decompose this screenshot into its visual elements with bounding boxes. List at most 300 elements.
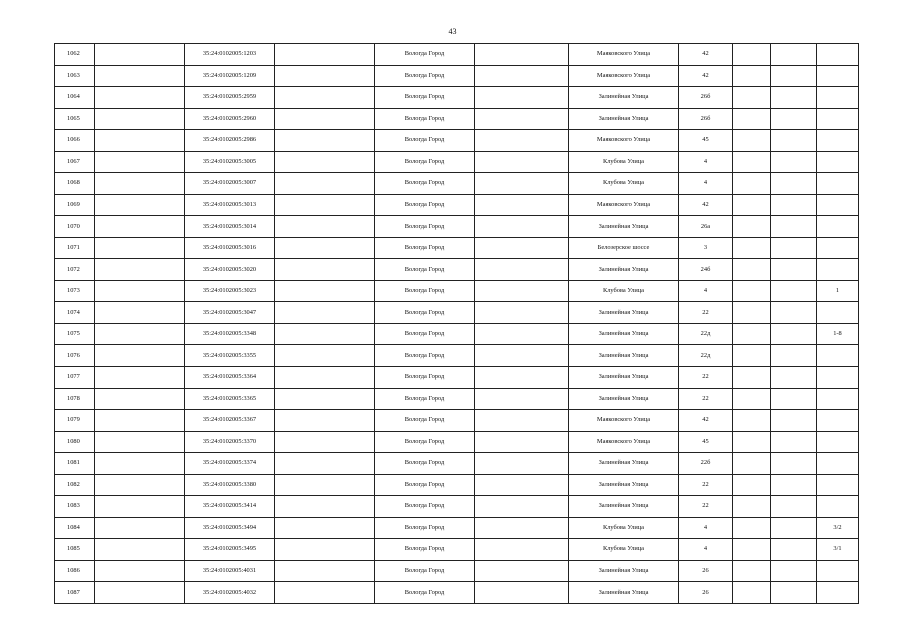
empty-cell <box>733 560 771 582</box>
page-number: 43 <box>448 27 457 36</box>
empty-cell <box>771 237 817 259</box>
house-number-cell: 3 <box>679 237 733 259</box>
empty-cell <box>475 323 569 345</box>
city-cell: Вологда Город <box>375 582 475 604</box>
empty-cell <box>475 496 569 518</box>
table-row <box>55 410 859 432</box>
empty-cell <box>733 582 771 604</box>
row-number-cell: 1070 <box>55 216 95 238</box>
empty-cell <box>733 280 771 302</box>
house-number-cell: 22 <box>679 496 733 518</box>
empty-cell <box>475 280 569 302</box>
street-cell: Маяковского Улица <box>569 44 679 66</box>
house-number-cell: 4 <box>679 151 733 173</box>
city-cell: Вологда Город <box>375 216 475 238</box>
apartment-cell <box>817 388 859 410</box>
apartment-cell <box>817 431 859 453</box>
empty-cell <box>275 280 375 302</box>
empty-cell <box>95 582 185 604</box>
house-number-cell: 26б <box>679 87 733 109</box>
row-number-cell: 1073 <box>55 280 95 302</box>
empty-cell <box>733 44 771 66</box>
row-number-cell: 1083 <box>55 496 95 518</box>
empty-cell <box>475 151 569 173</box>
empty-cell <box>275 216 375 238</box>
empty-cell <box>771 173 817 195</box>
row-number-cell: 1065 <box>55 108 95 130</box>
empty-cell <box>733 410 771 432</box>
apartment-cell <box>817 44 859 66</box>
cadastral-number-cell: 35:24:0102005:2959 <box>185 87 275 109</box>
city-cell: Вологда Город <box>375 65 475 87</box>
table-row <box>55 65 859 87</box>
cadastral-number-cell: 35:24:0102005:3014 <box>185 216 275 238</box>
street-cell: Залинейная Улица <box>569 108 679 130</box>
house-number-cell: 4 <box>679 173 733 195</box>
row-number-cell: 1077 <box>55 366 95 388</box>
empty-cell <box>475 453 569 475</box>
table-row <box>55 237 859 259</box>
house-number-cell: 4 <box>679 280 733 302</box>
house-number-cell: 4 <box>679 539 733 561</box>
empty-cell <box>733 517 771 539</box>
empty-cell <box>275 173 375 195</box>
empty-cell <box>95 87 185 109</box>
empty-cell <box>475 87 569 109</box>
empty-cell <box>275 151 375 173</box>
apartment-cell <box>817 302 859 324</box>
empty-cell <box>771 453 817 475</box>
table-row <box>55 582 859 604</box>
empty-cell <box>733 151 771 173</box>
empty-cell <box>275 410 375 432</box>
empty-cell <box>275 388 375 410</box>
empty-cell <box>733 108 771 130</box>
street-cell: Клубова Улица <box>569 173 679 195</box>
city-cell: Вологда Город <box>375 560 475 582</box>
row-number-cell: 1080 <box>55 431 95 453</box>
row-number-cell: 1082 <box>55 474 95 496</box>
row-number-cell: 1068 <box>55 173 95 195</box>
cadastral-number-cell: 35:24:0102005:3023 <box>185 280 275 302</box>
apartment-cell: 1 <box>817 280 859 302</box>
city-cell: Вологда Город <box>375 496 475 518</box>
street-cell: Клубова Улица <box>569 280 679 302</box>
empty-cell <box>733 388 771 410</box>
street-cell: Белозерское шоссе <box>569 237 679 259</box>
empty-cell <box>95 474 185 496</box>
street-cell: Маяковского Улица <box>569 431 679 453</box>
row-number-cell: 1076 <box>55 345 95 367</box>
empty-cell <box>475 474 569 496</box>
empty-cell <box>95 173 185 195</box>
street-cell: Залинейная Улица <box>569 323 679 345</box>
table-row <box>55 151 859 173</box>
cadastral-number-cell: 35:24:0102005:3365 <box>185 388 275 410</box>
row-number-cell: 1086 <box>55 560 95 582</box>
empty-cell <box>771 151 817 173</box>
city-cell: Вологда Город <box>375 517 475 539</box>
cadastral-number-cell: 35:24:0102005:3370 <box>185 431 275 453</box>
empty-cell <box>275 345 375 367</box>
empty-cell <box>95 108 185 130</box>
city-cell: Вологда Город <box>375 237 475 259</box>
apartment-cell <box>817 474 859 496</box>
empty-cell <box>771 582 817 604</box>
row-number-cell: 1067 <box>55 151 95 173</box>
house-number-cell: 22д <box>679 345 733 367</box>
row-number-cell: 1087 <box>55 582 95 604</box>
city-cell: Вологда Город <box>375 323 475 345</box>
empty-cell <box>733 259 771 281</box>
cadastral-number-cell: 35:24:0102005:3380 <box>185 474 275 496</box>
city-cell: Вологда Город <box>375 130 475 152</box>
apartment-cell: 3/2 <box>817 517 859 539</box>
street-cell: Залинейная Улица <box>569 302 679 324</box>
empty-cell <box>475 108 569 130</box>
empty-cell <box>475 431 569 453</box>
street-cell: Клубова Улица <box>569 517 679 539</box>
city-cell: Вологда Город <box>375 194 475 216</box>
empty-cell <box>95 44 185 66</box>
empty-cell <box>275 259 375 281</box>
empty-cell <box>275 87 375 109</box>
empty-cell <box>475 302 569 324</box>
empty-cell <box>733 345 771 367</box>
empty-cell <box>475 388 569 410</box>
empty-cell <box>475 130 569 152</box>
empty-cell <box>95 151 185 173</box>
row-number-cell: 1071 <box>55 237 95 259</box>
street-cell: Клубова Улица <box>569 539 679 561</box>
empty-cell <box>733 539 771 561</box>
apartment-cell <box>817 130 859 152</box>
row-number-cell: 1085 <box>55 539 95 561</box>
cadastral-number-cell: 35:24:0102005:3494 <box>185 517 275 539</box>
city-cell: Вологда Город <box>375 108 475 130</box>
empty-cell <box>733 65 771 87</box>
empty-cell <box>95 431 185 453</box>
street-cell: Залинейная Улица <box>569 259 679 281</box>
house-number-cell: 22 <box>679 474 733 496</box>
row-number-cell: 1079 <box>55 410 95 432</box>
street-cell: Клубова Улица <box>569 151 679 173</box>
row-number-cell: 1074 <box>55 302 95 324</box>
empty-cell <box>95 366 185 388</box>
table-row <box>55 173 859 195</box>
street-cell: Залинейная Улица <box>569 388 679 410</box>
table-row <box>55 194 859 216</box>
empty-cell <box>275 108 375 130</box>
empty-cell <box>771 87 817 109</box>
apartment-cell <box>817 87 859 109</box>
table-row <box>55 87 859 109</box>
apartment-cell <box>817 151 859 173</box>
empty-cell <box>95 280 185 302</box>
house-number-cell: 24б <box>679 259 733 281</box>
row-number-cell: 1081 <box>55 453 95 475</box>
row-number-cell: 1066 <box>55 130 95 152</box>
empty-cell <box>95 237 185 259</box>
table-row <box>55 539 859 561</box>
house-number-cell: 26а <box>679 216 733 238</box>
cadastral-number-cell: 35:24:0102005:2986 <box>185 130 275 152</box>
row-number-cell: 1072 <box>55 259 95 281</box>
apartment-cell <box>817 194 859 216</box>
empty-cell <box>275 194 375 216</box>
table-row <box>55 388 859 410</box>
empty-cell <box>771 388 817 410</box>
empty-cell <box>475 194 569 216</box>
house-number-cell: 26 <box>679 582 733 604</box>
house-number-cell: 22д <box>679 323 733 345</box>
table-row <box>55 302 859 324</box>
table-row <box>55 345 859 367</box>
empty-cell <box>771 259 817 281</box>
cadastral-number-cell: 35:24:0102005:3364 <box>185 366 275 388</box>
house-number-cell: 45 <box>679 431 733 453</box>
empty-cell <box>771 366 817 388</box>
cadastral-number-cell: 35:24:0102005:3355 <box>185 345 275 367</box>
empty-cell <box>95 323 185 345</box>
apartment-cell <box>817 216 859 238</box>
empty-cell <box>771 560 817 582</box>
empty-cell <box>771 517 817 539</box>
cadastral-number-cell: 35:24:0102005:4031 <box>185 560 275 582</box>
empty-cell <box>733 431 771 453</box>
house-number-cell: 42 <box>679 194 733 216</box>
table-row <box>55 474 859 496</box>
city-cell: Вологда Город <box>375 474 475 496</box>
empty-cell <box>275 366 375 388</box>
empty-cell <box>733 453 771 475</box>
table-row <box>55 431 859 453</box>
street-cell: Залинейная Улица <box>569 345 679 367</box>
empty-cell <box>771 108 817 130</box>
apartment-cell <box>817 259 859 281</box>
empty-cell <box>95 388 185 410</box>
apartment-cell <box>817 496 859 518</box>
apartment-cell <box>817 560 859 582</box>
empty-cell <box>771 496 817 518</box>
empty-cell <box>733 496 771 518</box>
empty-cell <box>733 323 771 345</box>
empty-cell <box>275 474 375 496</box>
empty-cell <box>733 474 771 496</box>
table-row <box>55 108 859 130</box>
empty-cell <box>475 410 569 432</box>
empty-cell <box>771 216 817 238</box>
cadastral-number-cell: 35:24:0102005:3013 <box>185 194 275 216</box>
house-number-cell: 4 <box>679 517 733 539</box>
empty-cell <box>733 87 771 109</box>
apartment-cell <box>817 453 859 475</box>
house-number-cell: 22 <box>679 302 733 324</box>
city-cell: Вологда Город <box>375 302 475 324</box>
apartment-cell <box>817 366 859 388</box>
house-number-cell: 42 <box>679 44 733 66</box>
empty-cell <box>475 366 569 388</box>
empty-cell <box>771 44 817 66</box>
empty-cell <box>275 65 375 87</box>
street-cell: Залинейная Улица <box>569 496 679 518</box>
empty-cell <box>771 302 817 324</box>
cadastral-number-cell: 35:24:0102005:1209 <box>185 65 275 87</box>
cadastral-number-cell: 35:24:0102005:3007 <box>185 173 275 195</box>
city-cell: Вологда Город <box>375 410 475 432</box>
street-cell: Залинейная Улица <box>569 216 679 238</box>
street-cell: Залинейная Улица <box>569 474 679 496</box>
city-cell: Вологда Город <box>375 431 475 453</box>
empty-cell <box>95 539 185 561</box>
apartment-cell <box>817 237 859 259</box>
empty-cell <box>275 302 375 324</box>
empty-cell <box>733 130 771 152</box>
empty-cell <box>733 194 771 216</box>
house-number-cell: 26б <box>679 108 733 130</box>
empty-cell <box>275 453 375 475</box>
city-cell: Вологда Город <box>375 366 475 388</box>
city-cell: Вологда Город <box>375 151 475 173</box>
empty-cell <box>771 194 817 216</box>
empty-cell <box>95 453 185 475</box>
empty-cell <box>475 65 569 87</box>
empty-cell <box>475 216 569 238</box>
street-cell: Залинейная Улица <box>569 366 679 388</box>
city-cell: Вологда Город <box>375 453 475 475</box>
city-cell: Вологда Город <box>375 44 475 66</box>
empty-cell <box>95 216 185 238</box>
apartment-cell: 3/1 <box>817 539 859 561</box>
street-cell: Залинейная Улица <box>569 87 679 109</box>
empty-cell <box>771 130 817 152</box>
cadastral-number-cell: 35:24:0102005:3047 <box>185 302 275 324</box>
empty-cell <box>475 259 569 281</box>
cadastral-number-cell: 35:24:0102005:3016 <box>185 237 275 259</box>
city-cell: Вологда Город <box>375 259 475 281</box>
apartment-cell <box>817 345 859 367</box>
empty-cell <box>95 517 185 539</box>
empty-cell <box>475 44 569 66</box>
cadastral-number-cell: 35:24:0102005:1203 <box>185 44 275 66</box>
table-row <box>55 323 859 345</box>
row-number-cell: 1064 <box>55 87 95 109</box>
empty-cell <box>475 173 569 195</box>
empty-cell <box>275 323 375 345</box>
empty-cell <box>275 582 375 604</box>
street-cell: Залинейная Улица <box>569 560 679 582</box>
empty-cell <box>475 345 569 367</box>
cadastral-number-cell: 35:24:0102005:4032 <box>185 582 275 604</box>
empty-cell <box>275 496 375 518</box>
cadastral-number-cell: 35:24:0102005:3348 <box>185 323 275 345</box>
empty-cell <box>733 237 771 259</box>
apartment-cell <box>817 582 859 604</box>
empty-cell <box>275 44 375 66</box>
house-number-cell: 22б <box>679 453 733 475</box>
table-row <box>55 216 859 238</box>
city-cell: Вологда Город <box>375 388 475 410</box>
table-row <box>55 259 859 281</box>
table-row <box>55 453 859 475</box>
empty-cell <box>733 366 771 388</box>
empty-cell <box>771 323 817 345</box>
empty-cell <box>275 130 375 152</box>
table-row <box>55 130 859 152</box>
row-number-cell: 1075 <box>55 323 95 345</box>
empty-cell <box>95 345 185 367</box>
empty-cell <box>95 65 185 87</box>
cadastral-number-cell: 35:24:0102005:2960 <box>185 108 275 130</box>
table-row <box>55 517 859 539</box>
apartment-cell <box>817 410 859 432</box>
empty-cell <box>95 302 185 324</box>
row-number-cell: 1069 <box>55 194 95 216</box>
table-row <box>55 366 859 388</box>
empty-cell <box>275 560 375 582</box>
street-cell: Маяковского Улица <box>569 410 679 432</box>
empty-cell <box>771 474 817 496</box>
empty-cell <box>733 216 771 238</box>
row-number-cell: 1084 <box>55 517 95 539</box>
empty-cell <box>771 280 817 302</box>
empty-cell <box>771 345 817 367</box>
apartment-cell <box>817 108 859 130</box>
row-number-cell: 1062 <box>55 44 95 66</box>
cadastral-number-cell: 35:24:0102005:3367 <box>185 410 275 432</box>
empty-cell <box>475 237 569 259</box>
apartment-cell <box>817 65 859 87</box>
table-row <box>55 496 859 518</box>
empty-cell <box>475 517 569 539</box>
property-registry-table <box>54 43 859 604</box>
empty-cell <box>275 237 375 259</box>
house-number-cell: 42 <box>679 410 733 432</box>
city-cell: Вологда Город <box>375 87 475 109</box>
empty-cell <box>275 431 375 453</box>
cadastral-number-cell: 35:24:0102005:3495 <box>185 539 275 561</box>
house-number-cell: 26 <box>679 560 733 582</box>
table-row <box>55 560 859 582</box>
empty-cell <box>733 173 771 195</box>
empty-cell <box>475 582 569 604</box>
empty-cell <box>275 517 375 539</box>
empty-cell <box>475 539 569 561</box>
street-cell: Залинейная Улица <box>569 582 679 604</box>
empty-cell <box>95 496 185 518</box>
house-number-cell: 22 <box>679 366 733 388</box>
cadastral-number-cell: 35:24:0102005:3020 <box>185 259 275 281</box>
empty-cell <box>771 65 817 87</box>
apartment-cell: 1-8 <box>817 323 859 345</box>
city-cell: Вологда Город <box>375 173 475 195</box>
table-row <box>55 44 859 66</box>
apartment-cell <box>817 173 859 195</box>
street-cell: Залинейная Улица <box>569 453 679 475</box>
cadastral-number-cell: 35:24:0102005:3374 <box>185 453 275 475</box>
street-cell: Маяковского Улица <box>569 65 679 87</box>
cadastral-number-cell: 35:24:0102005:3005 <box>185 151 275 173</box>
empty-cell <box>771 431 817 453</box>
house-number-cell: 42 <box>679 65 733 87</box>
row-number-cell: 1063 <box>55 65 95 87</box>
empty-cell <box>95 410 185 432</box>
empty-cell <box>771 410 817 432</box>
city-cell: Вологда Город <box>375 280 475 302</box>
empty-cell <box>275 539 375 561</box>
empty-cell <box>95 560 185 582</box>
street-cell: Маяковского Улица <box>569 130 679 152</box>
